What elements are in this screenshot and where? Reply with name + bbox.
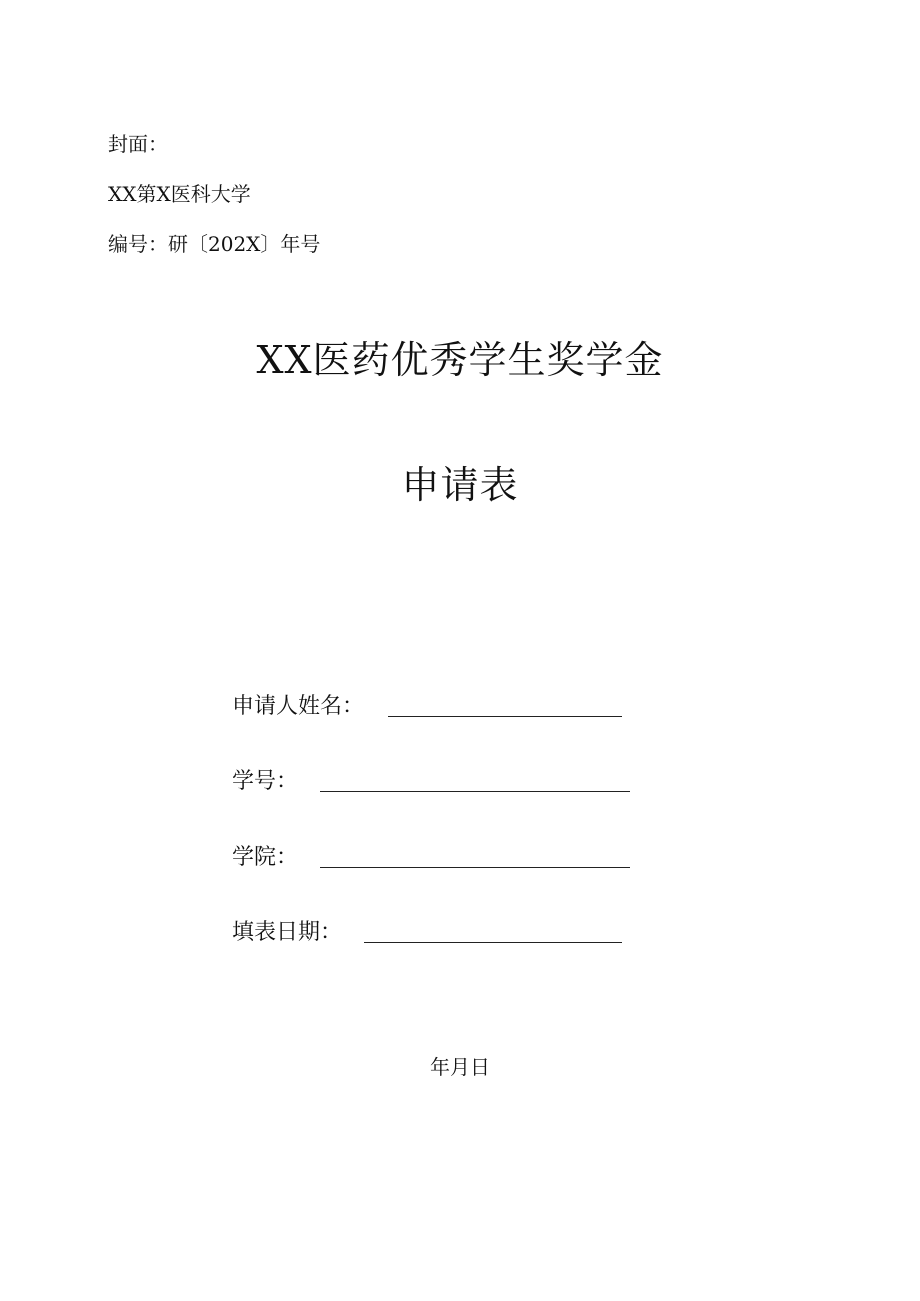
student-id-blank[interactable] [320,790,630,792]
cover-label: 封面： [108,132,168,156]
document-subtitle: 申请表 [401,463,519,507]
applicant-name-blank[interactable] [388,715,622,717]
applicant-name-field [232,689,622,721]
serial-number: 编号：研〔202X〕年号 [108,232,321,256]
fill-date-field [232,915,622,947]
fill-date-label: 填表日期： [232,920,343,945]
student-id-label: 学号： [232,769,299,794]
student-id-field [232,764,630,796]
document-title: XX医药优秀学生奖学金 [256,338,664,382]
footer-date: 年月日 [430,1055,490,1079]
applicant-name-label: 申请人姓名： [232,694,365,719]
fill-date-blank[interactable] [364,941,622,943]
college-blank[interactable] [320,866,630,868]
college-field [232,840,630,872]
university-name: XX第X医科大学 [108,182,251,206]
college-label: 学院： [232,845,299,870]
